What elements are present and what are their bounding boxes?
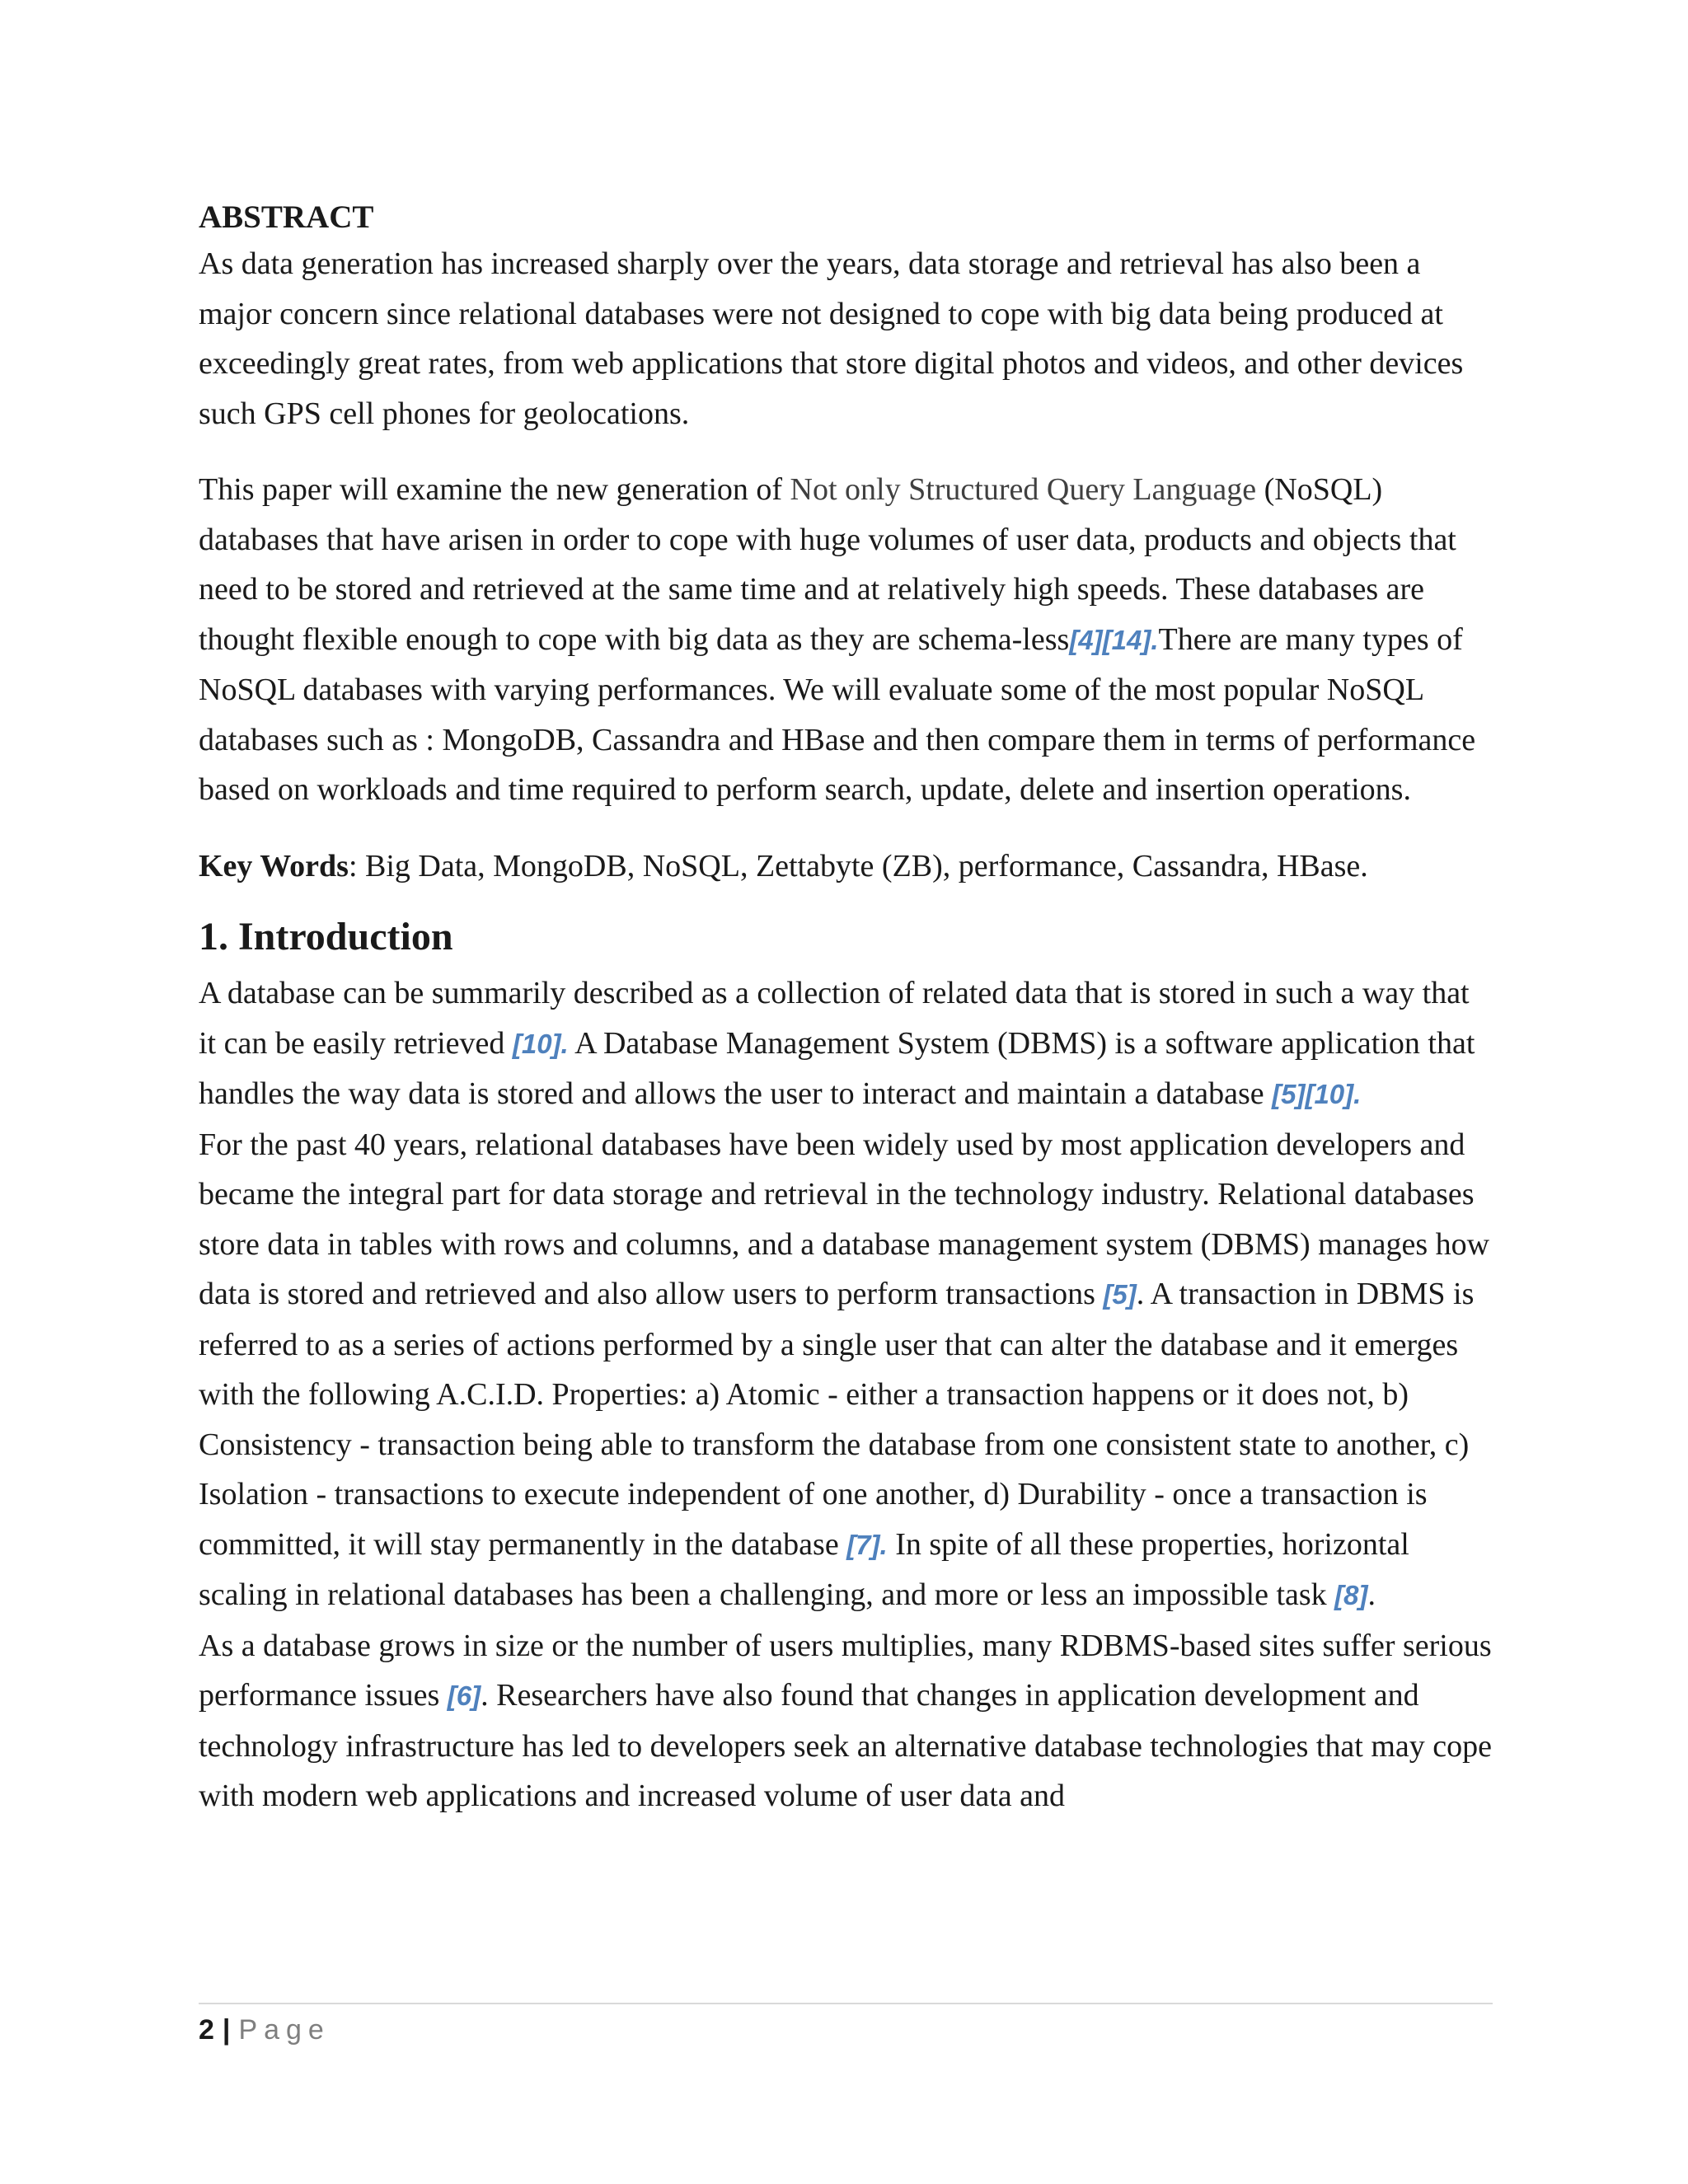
abstract-heading: ABSTRACT bbox=[199, 199, 374, 235]
keywords-text: : Big Data, MongoDB, NoSQL, Zettabyte (ZB), performance, Cassandra, HBase. bbox=[348, 848, 1368, 883]
intro-paragraph-3 bbox=[199, 1621, 1493, 1821]
nosql-term: Not only Structured Query Language bbox=[790, 472, 1257, 507]
keywords-label: Key Words bbox=[199, 848, 349, 883]
abstract-paragraph-1: As data generation has increased sharply over the years, data storage and retrieval has also been a major concern since relational databases were not designed to cope with big data being produced at exceedingly great rates, from web applications that store digital photos and videos, and other devices such GPS cell phones for geolocations. bbox=[199, 246, 1464, 431]
text-run: In spite of all these properties, horizontal scaling in relational databases has been a challenging, and more or less an impossible task bbox=[199, 1526, 1409, 1612]
intro-paragraph-2 bbox=[199, 1120, 1493, 1621]
text-run: . Researchers have also found that changes in application development and technology infrastructure has led to developers seek an alternative database technologies that may cope with modern web applications and increased volume of user data and bbox=[199, 1678, 1493, 1813]
citation: [5] bbox=[1103, 1279, 1137, 1310]
citation: [10]. bbox=[512, 1028, 569, 1059]
abstract-paragraph-2 bbox=[199, 465, 1493, 815]
citation: [8] bbox=[1334, 1580, 1368, 1610]
page-number: 2 bbox=[199, 2014, 214, 2046]
text-run: A database can be summarily described as a collection of related data that is stored in such a way that it can be easily retrieved bbox=[199, 976, 1470, 1061]
citation: [4][14]. bbox=[1069, 624, 1159, 655]
text-run: For the past 40 years, relational databases have been widely used by most application developers and became the integral part for data storage and retrieval in the technology industry. Relational databases store data in tables with rows and columns, and a database management system (DBMS) manages how data is stored and retrieved and also allow users to perform transactions bbox=[199, 1127, 1490, 1311]
section-heading-introduction: 1. Introduction bbox=[199, 915, 453, 958]
footer-separator: | bbox=[222, 2014, 231, 2046]
keywords-paragraph bbox=[199, 841, 1493, 892]
citation: [5][10]. bbox=[1272, 1079, 1362, 1109]
footer-divider bbox=[199, 2003, 1493, 2004]
intro-paragraph-1 bbox=[199, 968, 1493, 1120]
text-run: (NoSQL) databases that have arisen in order to cope with huge volumes of user data, products and objects that need to be stored and retrieved at the same time and at relatively high speeds. These databases are thought flexible enough to cope with big data as they are schema-less bbox=[199, 472, 1456, 657]
page-label: Page bbox=[238, 2014, 331, 2046]
text-run: . A transaction in DBMS is referred to as a series of actions performed by a single user that can alter the database and it emerges with the following A.C.I.D. Properties: a) Atomic - either a transaction happens or it does not, b) Consistency - transaction being able to transform the database from one consistent state to another, c) Isolation - transactions to execute independent of one another, d) Durability - once a transaction is committed, it will stay permanently in the database bbox=[199, 1277, 1475, 1562]
text-run: A Database Management System (DBMS) is a software application that handles the way data is stored and allows the user to interact and maintain a database bbox=[199, 1025, 1475, 1111]
citation: [6] bbox=[447, 1680, 481, 1711]
citation: [7]. bbox=[846, 1529, 888, 1560]
text-run: This paper will examine the new generation of bbox=[199, 472, 790, 507]
text-run: As a database grows in size or the number of users multiplies, many RDBMS-based sites suffer serious performance issues bbox=[199, 1628, 1492, 1713]
page-footer bbox=[199, 2012, 331, 2048]
text-run: . bbox=[1367, 1577, 1376, 1612]
text-run: There are many types of NoSQL databases with varying performances. We will evaluate some of the most popular NoSQL databases such as : MongoDB, Cassandra and HBase and then compare them in terms of performance based on workloads and time required to perform search, update, delete and insertion operations. bbox=[199, 621, 1476, 807]
page-content bbox=[199, 196, 1493, 1821]
